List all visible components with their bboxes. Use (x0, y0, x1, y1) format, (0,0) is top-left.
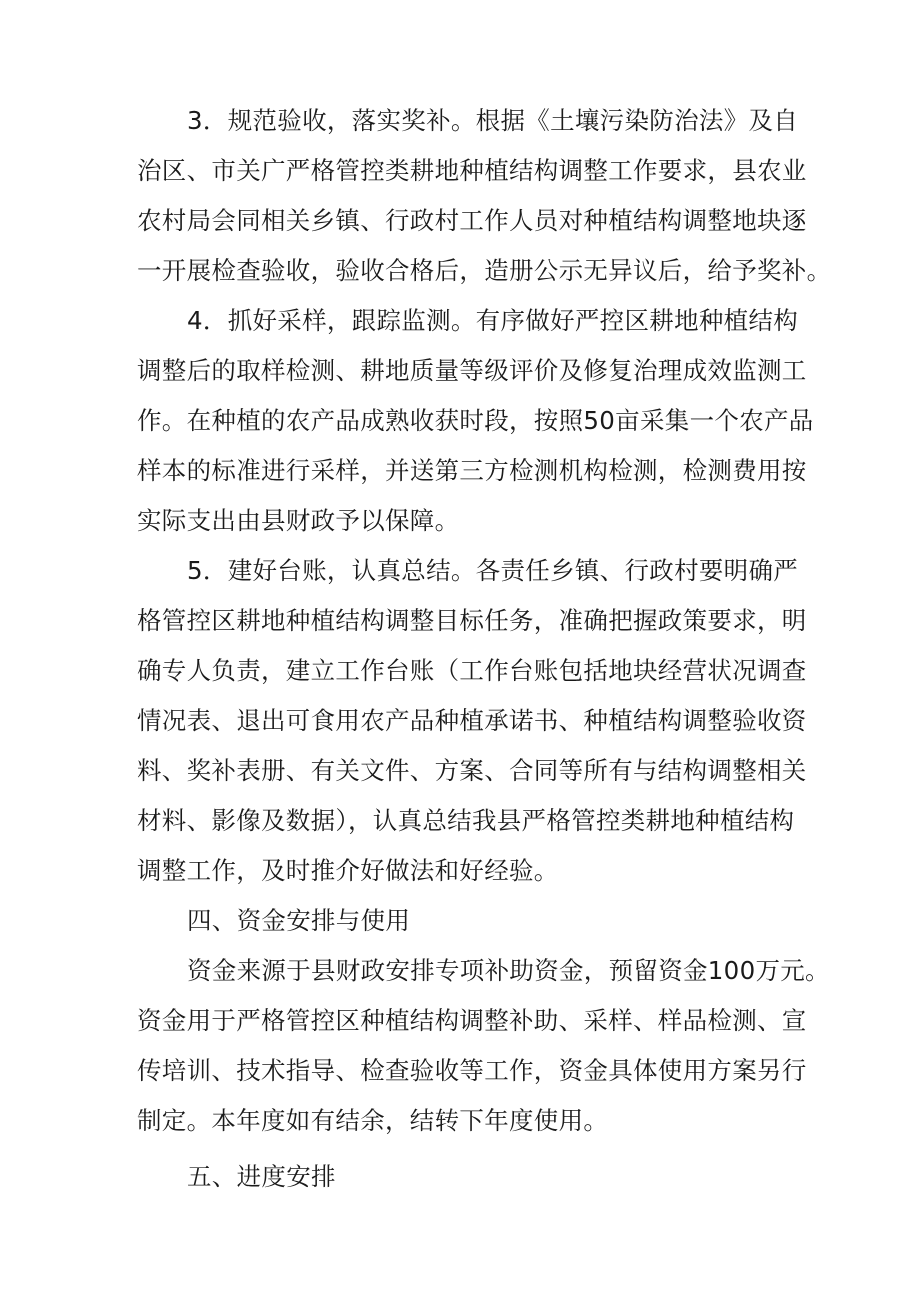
section-heading-funding (137, 896, 797, 946)
text-line: 调整工作，及时推介好做法和好经验。 (137, 856, 559, 885)
paragraph-funding (137, 946, 830, 1146)
paragraph-item-3 (137, 96, 832, 296)
text-line: 一开展检查验收，验收合格后，造册公示无异议后，给予奖补。 (137, 256, 832, 285)
text-line: 制定。本年度如有结余，结转下年度使用。 (137, 1106, 609, 1135)
section-heading: 五、进度安排 (187, 1162, 336, 1191)
section-heading-schedule (137, 1152, 797, 1202)
text-line: 农村局会同相关乡镇、行政村工作人员对种植结构调整地块逐 (137, 206, 807, 235)
text-line: 确专人负责，建立工作台账（工作台账包括地块经营状况调查 (137, 656, 807, 685)
document-page (137, 96, 832, 1202)
text-line: 5．建好台账，认真总结。各责任乡镇、行政村要明确严 (187, 556, 799, 585)
paragraph-item-4 (137, 296, 814, 546)
text-line: 资金用于严格管控区种植结构调整补助、采样、样品检测、宣 (137, 1006, 807, 1035)
text-line: 材料、影像及数据），认真总结我县严格管控类耕地种植结构 (137, 806, 795, 835)
text-line: 4．抓好采样，跟踪监测。有序做好严控区耕地种植结构 (187, 306, 799, 335)
text-line: 情况表、退出可食用农产品种植承诺书、种植结构调整验收资 (137, 706, 807, 735)
text-line: 格管控区耕地种植结构调整目标任务，准确把握政策要求，明 (137, 606, 807, 635)
text-line: 调整后的取样检测、耕地质量等级评价及修复治理成效监测工 (137, 356, 807, 385)
text-line: 料、奖补表册、有关文件、方案、合同等所有与结构调整相关 (137, 756, 807, 785)
text-line: 作。在种植的农产品成熟收获时段，按照50亩采集一个农产品 (137, 406, 814, 435)
text-line: 治区、市关广严格管控类耕地种植结构调整工作要求，县农业 (137, 156, 807, 185)
text-line: 资金来源于县财政安排专项补助资金，预留资金100万元。 (187, 956, 830, 985)
text-line: 传培训、技术指导、检查验收等工作，资金具体使用方案另行 (137, 1056, 807, 1085)
section-heading: 四、资金安排与使用 (187, 906, 411, 935)
text-line: 样本的标准进行采样，并送第三方检测机构检测，检测费用按 (137, 456, 807, 485)
paragraph-item-5 (137, 546, 807, 896)
text-line: 3．规范验收，落实奖补。根据《土壤污染防治法》及自 (187, 106, 799, 135)
text-line: 实际支出由县财政予以保障。 (137, 506, 460, 535)
